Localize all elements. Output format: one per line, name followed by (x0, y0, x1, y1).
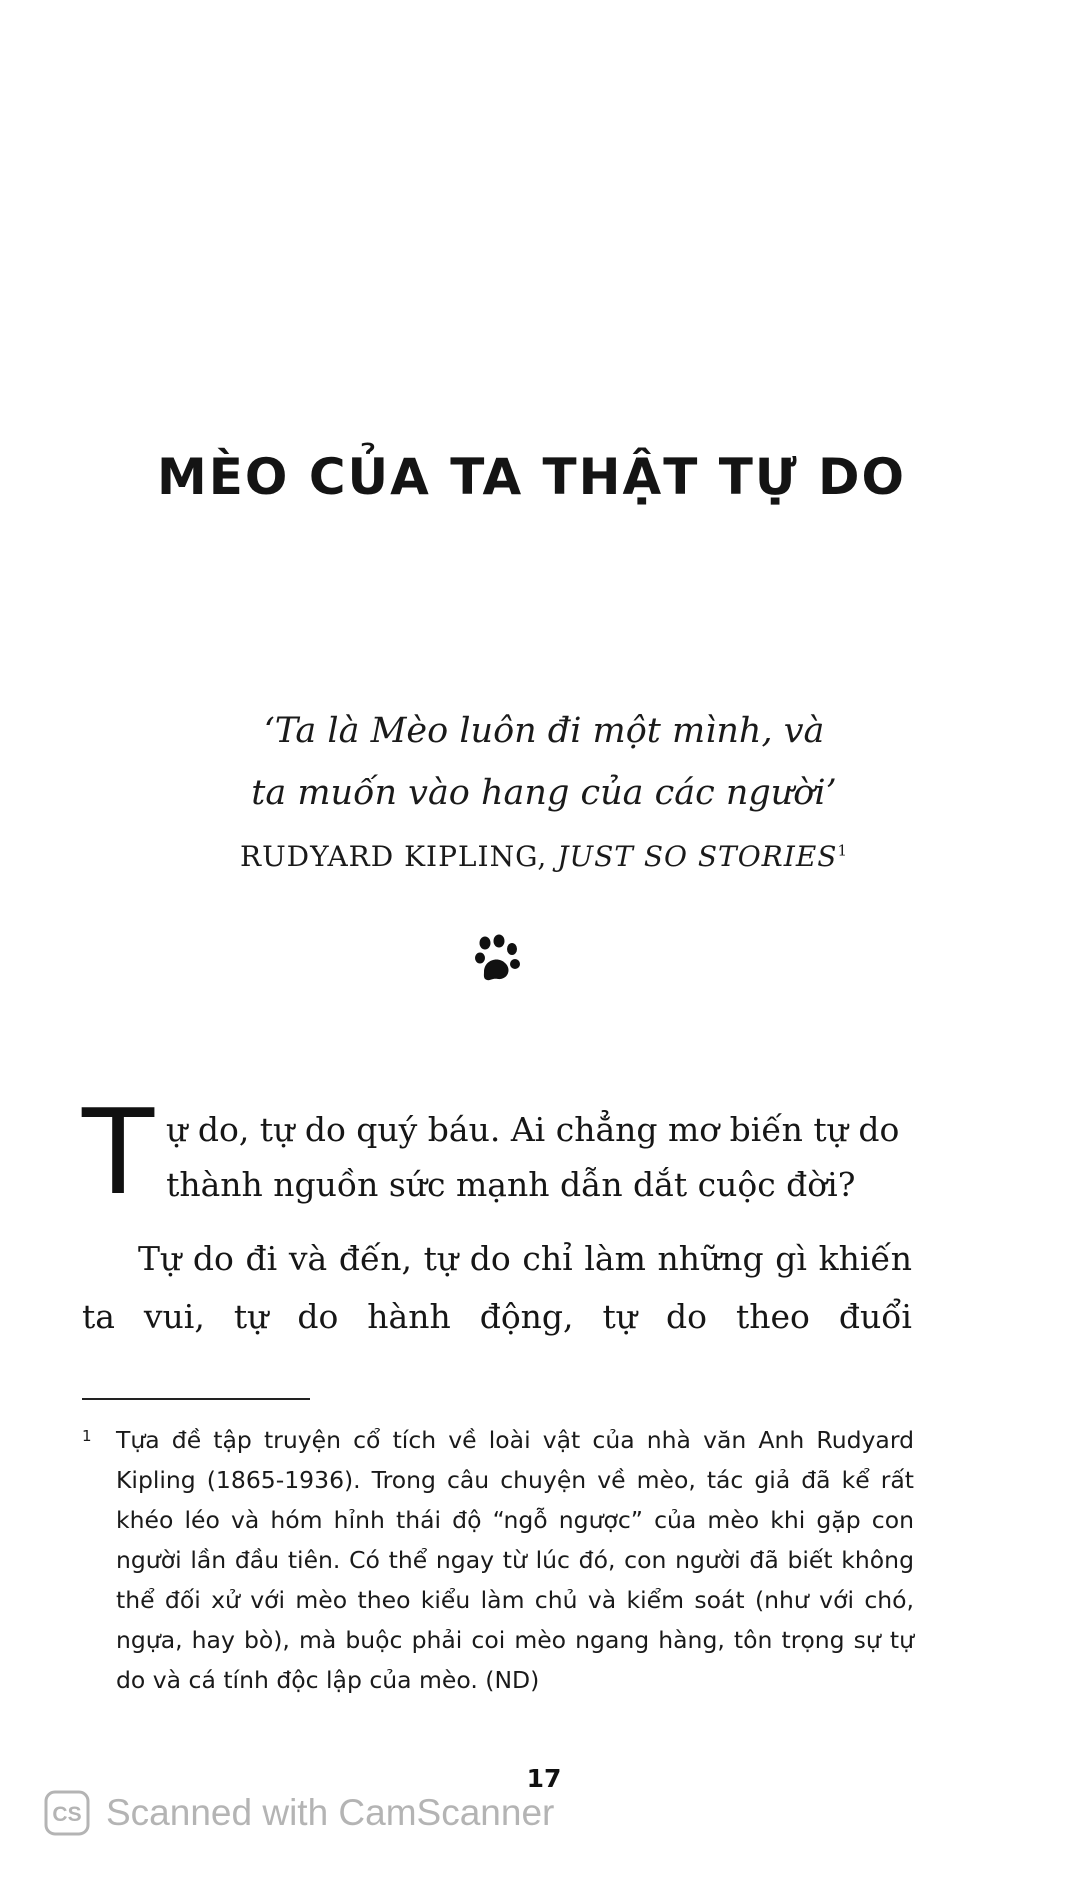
epigraph-line-2: ta muốn vào hang của các người’ (251, 773, 837, 813)
paragraph-1: ự do, tự do quý báu. Ai chẳng mơ biến tự do thành nguồn sức mạnh dẫn dắt cuộc đời? (166, 1110, 900, 1204)
epigraph-quote (0, 700, 1088, 824)
attribution-work: JUST SO STORIES (557, 840, 838, 873)
paragraph-2: Tự do đi và đến, tự do chỉ làm những gì khiến ta vui, tự do hành động, tự do theo đuổi (82, 1239, 912, 1336)
paw-print-icon (472, 934, 524, 986)
page-number: 17 (526, 1764, 562, 1793)
footnote-reference: 1 (837, 841, 848, 860)
logo-lettering: CS (52, 1803, 82, 1826)
body-text (82, 1083, 912, 1346)
footnote-text: Tựa đề tập truyện cổ tích về loài vật của nhà văn Anh Rudyard Kipling (1865-1936). Trong câu chuyện về mèo, tác giả đã kể rất khéo léo và hóm hỉnh thái độ “ngỗ ngược” của mèo khi gặp con người lần đầu tiên. Có thể ngay từ lúc đó, con người đã biết không thể đối xử với mèo theo kiểu làm chủ và kiểm soát (như với chó, ngựa, hay bò), mà buộc phải coi mèo ngang hàng, tôn trọng sự tự do và cá tính độc lập của mèo. (ND) (116, 1426, 914, 1694)
attribution-author: RUDYARD KIPLING, (240, 840, 548, 873)
footnote-divider (82, 1398, 310, 1400)
drop-cap: T (82, 1083, 155, 1221)
footnote (82, 1420, 914, 1700)
camscanner-logo-icon (44, 1790, 90, 1836)
epigraph-attribution (0, 840, 1088, 873)
footnote-marker: 1 (82, 1427, 92, 1445)
chapter-title: MÈO CỦA TA THẬT TỰ DO (157, 448, 907, 506)
epigraph-line-1: ‘Ta là Mèo luôn đi một mình, và (263, 711, 825, 751)
watermark-text: Scanned with CamScanner (106, 1792, 555, 1833)
